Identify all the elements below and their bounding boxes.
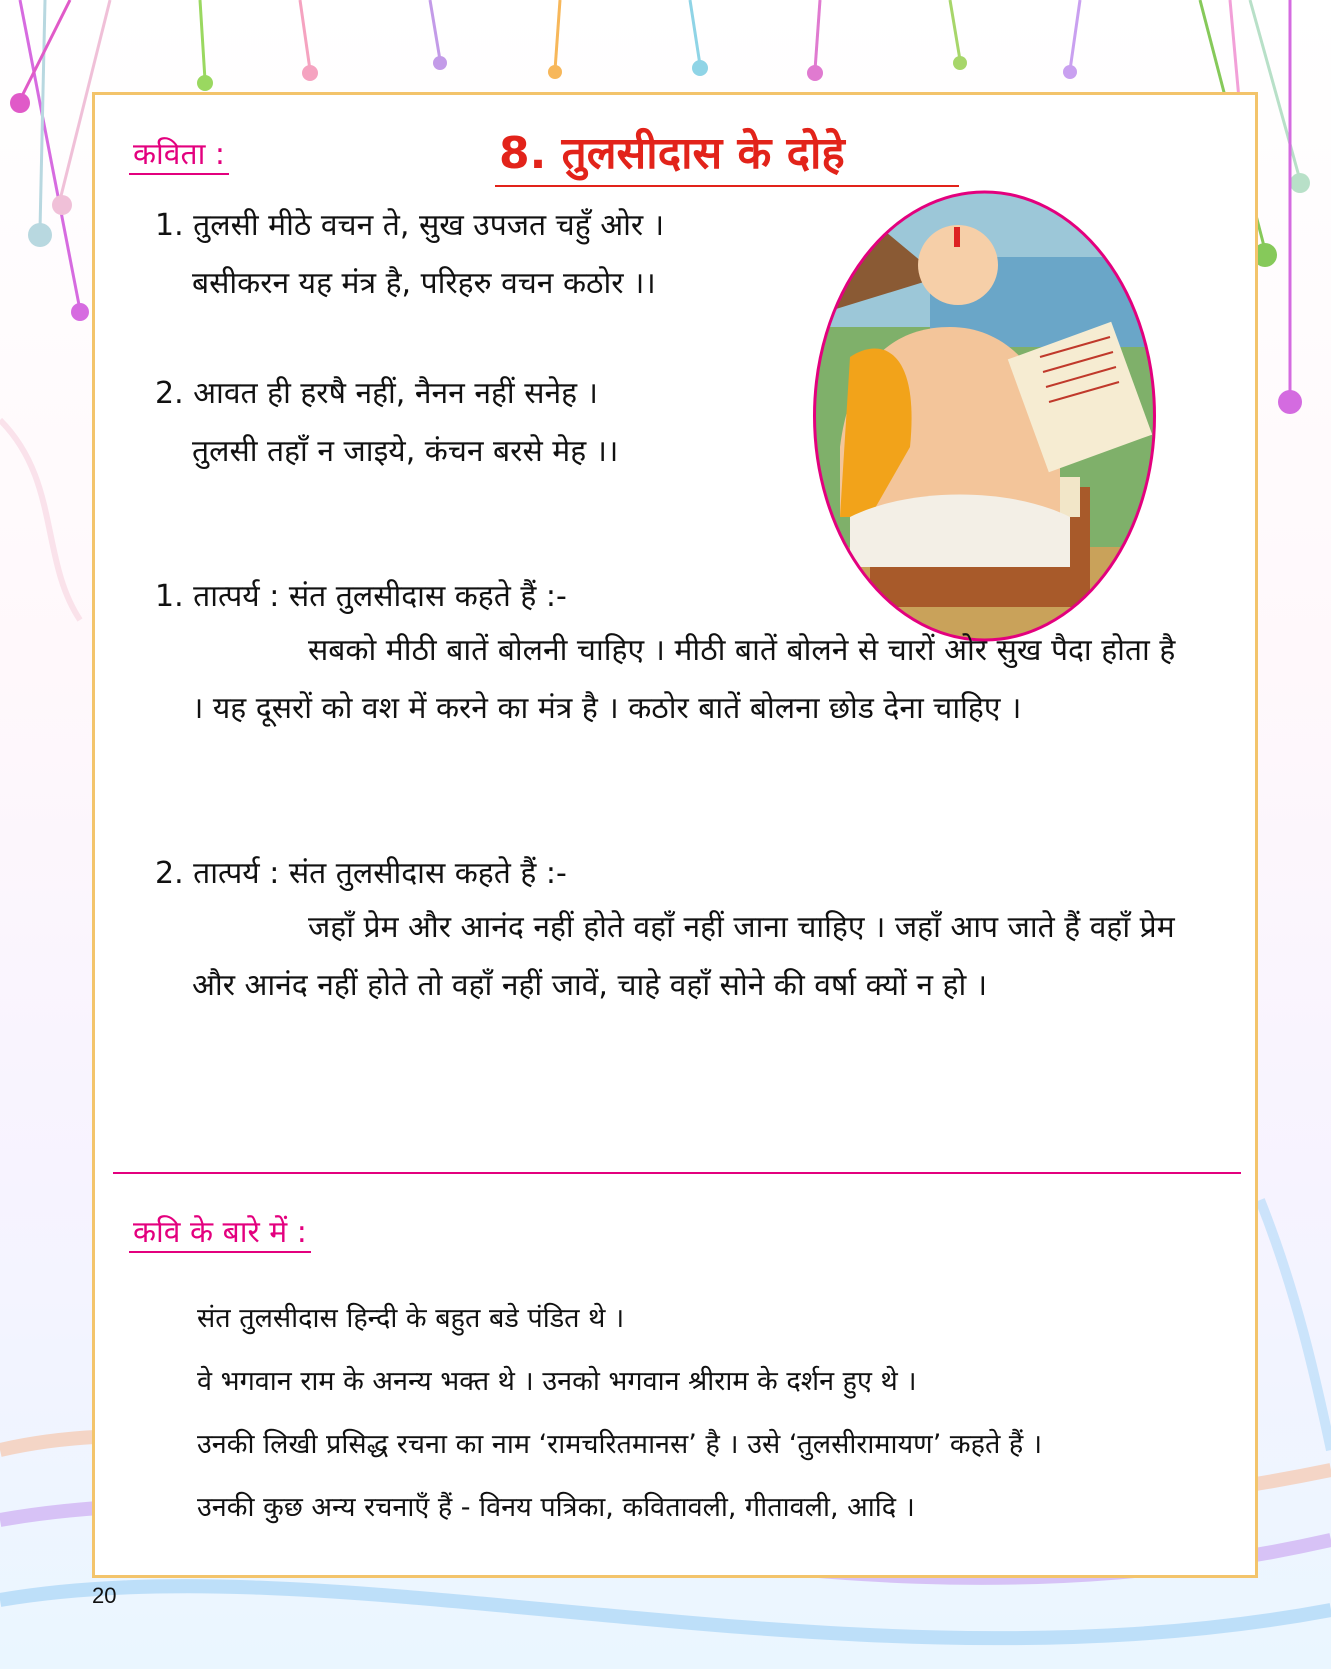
section-divider [113, 1172, 1241, 1174]
about-poet-label: कवि के बारे में : [129, 1215, 311, 1253]
verse-line: तुलसी तहाँ न जाइये, कंचन बरसे मेह ।। [192, 434, 619, 469]
meaning-body: सबको मीठी बातें बोलनी चाहिए । मीठी बातें बोलने से चारों ओर सुख पैदा होता है । यह दूसरों को वश में करने का मंत्र है । कठोर बातें बोलना छोड देना चाहिए । [192, 633, 1176, 726]
about-line: उनकी कुछ अन्य रचनाएँ हैं - विनय पत्रिका, कवितावली, गीतावली, आदि । [197, 1492, 915, 1523]
about-line: उनकी लिखी प्रसिद्ध रचना का नाम ‘रामचरितमानस’ है । उसे ‘तुलसीरामायण’ कहते हैं । [197, 1429, 1043, 1460]
about-poet-text [197, 1287, 1237, 1539]
page-title: 8. तुलसीदास के दोहे [495, 123, 959, 187]
meaning-1 [155, 572, 1195, 738]
verse-line: 2. आवत ही हरषै नहीं, नैनन नहीं सनेह । [155, 376, 599, 411]
about-line: संत तुलसीदास हिन्दी के बहुत बडे पंडित थे । [197, 1303, 625, 1334]
meaning-2 [155, 849, 1195, 1015]
verse-2 [155, 365, 618, 481]
about-line: वे भगवान राम के अनन्य भक्त थे । उनको भगवान श्रीराम के दर्शन हुए थे । [197, 1366, 917, 1397]
verse-line: बसीकरन यह मंत्र है, परिहरु वचन कठोर ।। [192, 266, 656, 301]
verse-line: 1. तुलसी मीठे वचन ते, सुख उपजत चहुँ ओर । [155, 208, 665, 243]
page-number: 20 [92, 1583, 117, 1608]
meaning-body: जहाँ प्रेम और आनंद नहीं होते वहाँ नहीं जाना चाहिए । जहाँ आप जाते हैं वहाँ प्रेम और आनंद नहीं होते तो वहाँ नहीं जावें, चाहे वहाँ सोने की वर्षा क्यों न हो । [192, 910, 1175, 1003]
meaning-heading: 1. तात्पर्य : संत तुलसीदास कहते हैं :- [155, 579, 567, 614]
content-card [92, 92, 1258, 1578]
verse-1 [155, 197, 664, 313]
section-label: कविता : [129, 137, 229, 175]
meaning-heading: 2. तात्पर्य : संत तुलसीदास कहते हैं :- [155, 856, 567, 891]
